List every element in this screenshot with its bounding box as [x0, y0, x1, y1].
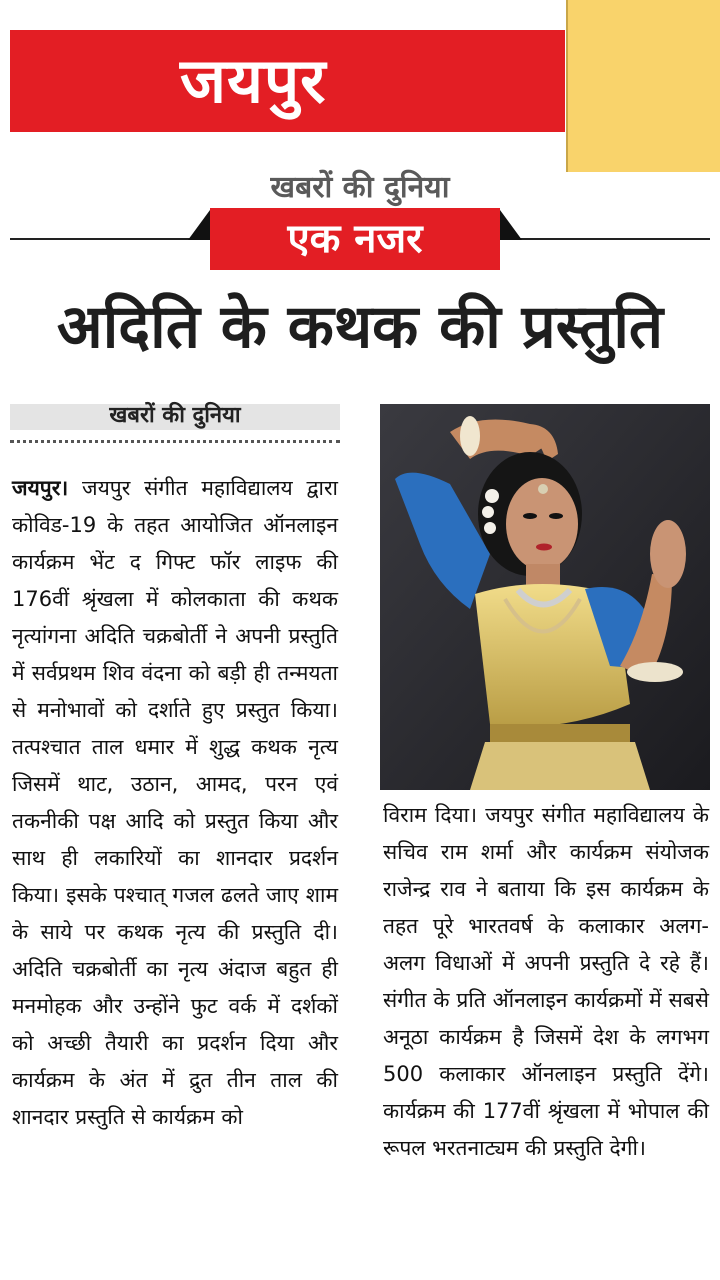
label-wedge-left [188, 210, 210, 240]
yellow-block-edge [566, 0, 568, 172]
section-label: एक नजर [287, 216, 423, 262]
section-kicker: खबरों की दुनिया [270, 170, 450, 205]
body-text-left: जयपुर संगीत महाविद्यालय द्वारा कोविड-19 के तहत आयोजित ऑनलाइन कार्यक्रम भेंट द गिफ्ट फॉर लाइफ की 176वीं श्रृंखला में कोलकाता की कथक नृत्यांगना अदिति चक्रबोर्ती ने अपनी प्रस्तुति में सर्वप्रथम शिव वंदना को बड़ी ही तन्मयता से मनोभावों को दर्शाते हुए प्रस्तुत किया। तत्पश्चात ताल धमार में शुद्ध कथक नृत्य जिसमें थाट, उठान, आमद, परन एवं तकनीकी पक्ष आदि को प्रस्तुत किया और साथ ही लकारियों का शानदार प्रदर्शन किया। इसके पश्चात् गजल ढलते जाए शाम के साये पर कथक नृत्य की प्रस्तुति दी। अदिति चक्रबोर्ती का नृत्य अंदाज बहुत ही मनमोहक और उन्होंने फुट वर्क में दर्शकों को अच्छी तैयारी का प्रदर्शन दिया और कार्यक्रम के अंत में द्रुत तीन ताल की शानदार प्रस्तुति से कार्यक्रम को [12, 476, 338, 1129]
dancer-illustration [380, 404, 710, 790]
byline: खबरों की दुनिया [109, 403, 241, 428]
masthead-title: जयपुर [180, 44, 327, 117]
dateline: जयपुर। [12, 476, 69, 500]
article-body-left [12, 470, 338, 1136]
dancer-photo [380, 404, 710, 790]
rule-left [10, 238, 210, 240]
dotted-divider [10, 440, 340, 443]
rule-right [500, 238, 710, 240]
yellow-corner-block [568, 0, 720, 172]
article-body-right [383, 797, 709, 1167]
body-text-right: विराम दिया। जयपुर संगीत महाविद्यालय के सचिव राम शर्मा और कार्यक्रम संयोजक राजेन्द्र राव ने बताया कि इस कार्यक्रम के तहत पूरे भारतवर्ष के कलाकार अलग-अलग विधाओं में अपनी प्रस्तुति दे रहे हैं। संगीत के प्रति ऑनलाइन कार्यक्रमों में सबसे अनूठा कार्यक्रम है जिसमें देश के लगभग 500 कलाकार ऑनलाइन प्रस्तुति देंगे। कार्यक्रम की 177वीं श्रृंखला में भोपाल की रूपल भरतनाट्यम की प्रस्तुति देगी। [383, 803, 709, 1160]
article-headline: अदिति के कथक की प्रस्तुति [56, 292, 664, 362]
label-wedge-right [500, 210, 522, 240]
